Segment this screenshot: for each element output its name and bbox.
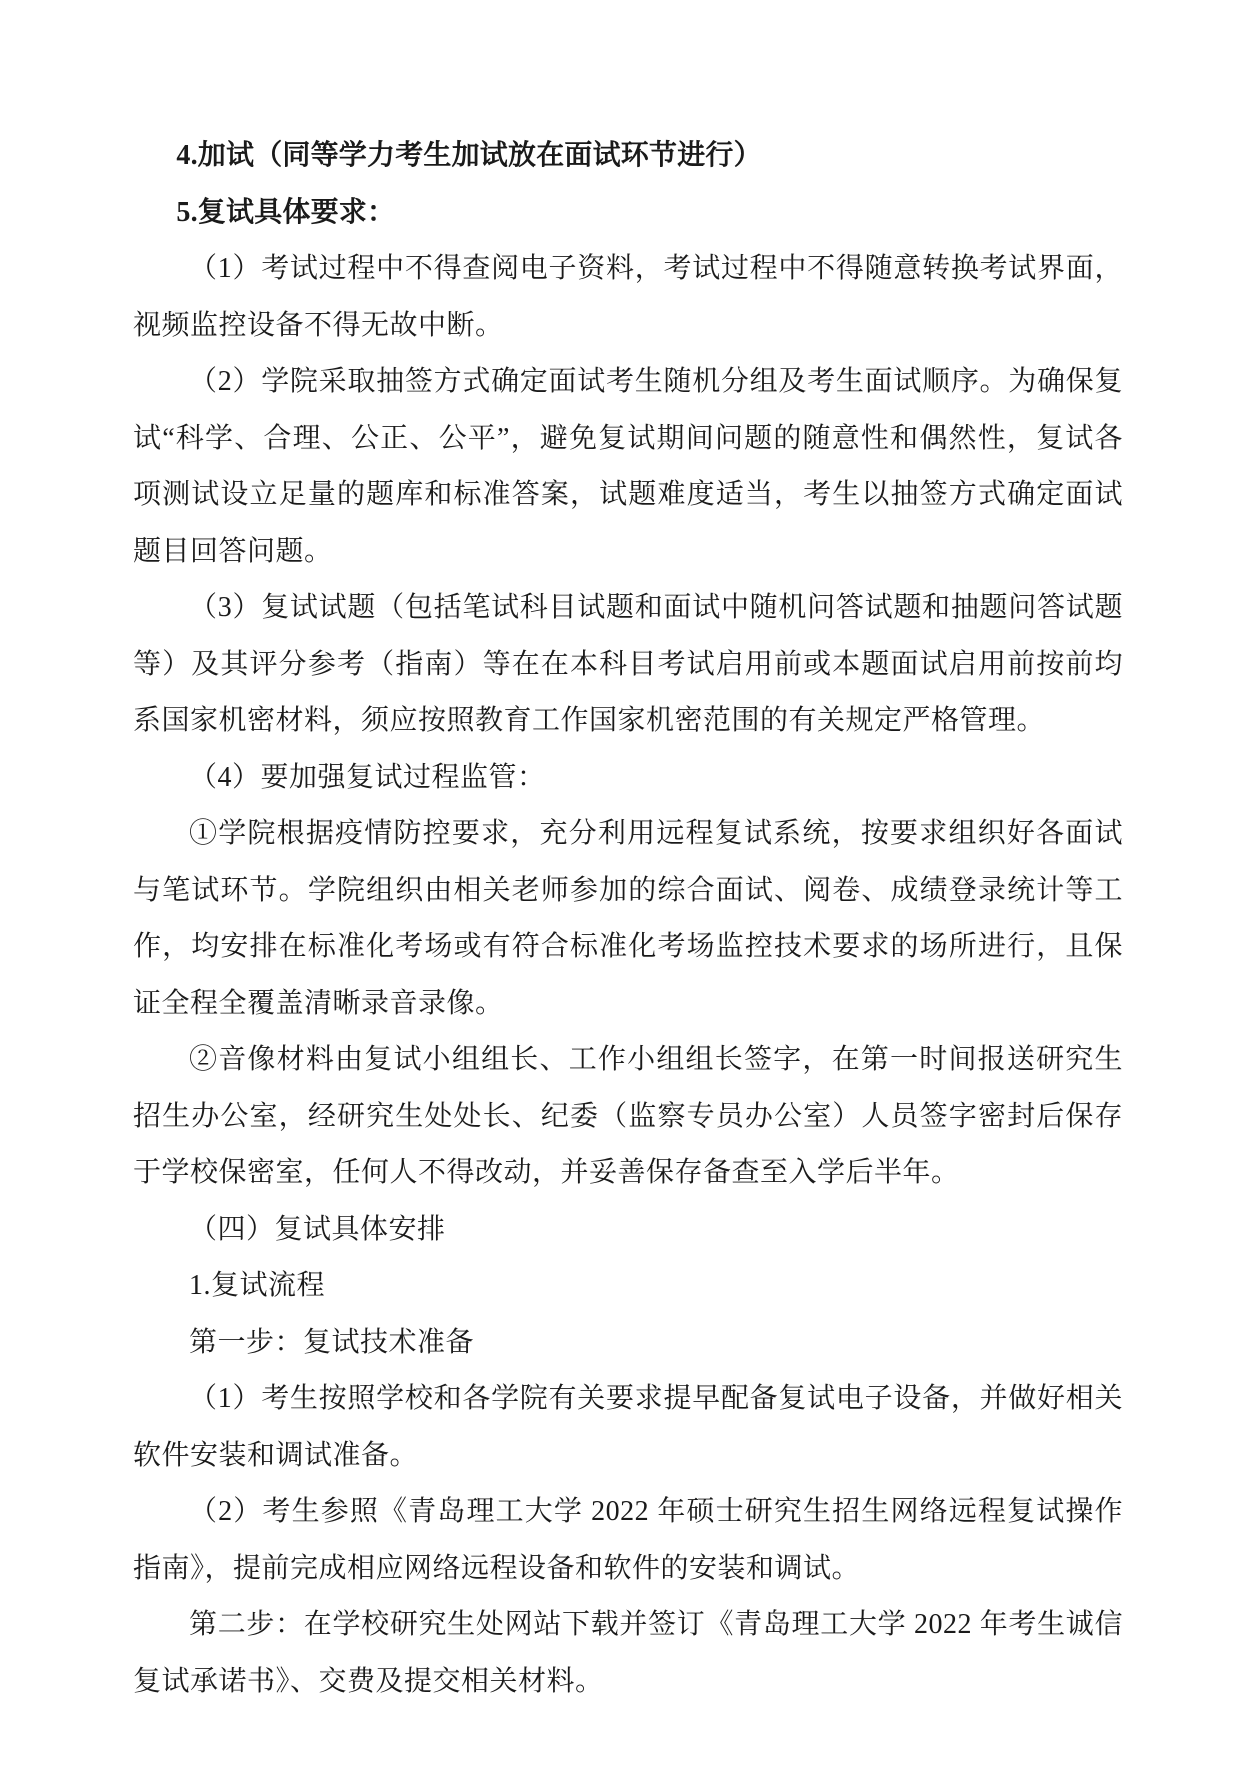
paragraph-item-2-lottery-grouping: （2）学院采取抽签方式确定面试考生随机分组及考生面试顺序。为确保复试“科学、合理、公正、公平”，避免复试期间问题的随意性和偶然性，复试各项测试设立足量的题库和标准答案，试题难度适当，考生以抽签方式确定面试题目回答问题。 bbox=[133, 366, 1123, 567]
paragraph-step-1-item-1-equipment: （1）考生按照学校和各学院有关要求提早配备复试电子设备，并做好相关软件安装和调试准备。 bbox=[133, 1383, 1123, 1471]
paragraph-step-1-item-2-guide: （2）考生参照《青岛理工大学 2022 年硕士研究生招生网络远程复试操作指南》，提前完成相应网络远程设备和软件的安装和调试。 bbox=[133, 1496, 1123, 1584]
paragraph-step-2-commitment: 第二步：在学校研究生处网站下载并签订《青岛理工大学 2022 年考生诚信复试承诺书》、交费及提交相关材料。 bbox=[133, 1609, 1123, 1697]
paragraph-circle-2-av-materials: ②音像材料由复试小组组长、工作小组组长签字，在第一时间报送研究生招生办公室，经研究生处处长、纪委（监察专员办公室）人员签字密封后保存于学校保密室，任何人不得改动，并妥善保存备查至入学后半年。 bbox=[133, 1044, 1123, 1188]
heading-5-retest-requirements: 5.复试具体要求： bbox=[176, 196, 396, 228]
paragraph-item-4-process-supervision: （4）要加强复试过程监管： bbox=[189, 761, 546, 793]
heading-si-arrangement: （四）复试具体安排 bbox=[189, 1213, 446, 1245]
paragraph-item-3-confidential-materials: （3）复试试题（包括笔试科目试题和面试中随机问答试题和抽题问答试题等）及其评分参考（指南）等在在本科目考试启用前或本题面试启用前按前均系国家机密材料，须应按照教育工作国家机密范围的有关规定严格管理。 bbox=[133, 592, 1123, 736]
paragraph-circle-1-remote-system: ①学院根据疫情防控要求，充分利用远程复试系统，按要求组织好各面试与笔试环节。学院组织由相关老师参加的综合面试、阅卷、成绩登录统计等工作，均安排在标准化考场或有符合标准化考场监控技术要求的场所进行，且保证全程全覆盖清晰录音录像。 bbox=[133, 818, 1123, 1019]
heading-4-additional-test: 4.加试（同等学力考生加试放在面试环节进行） bbox=[176, 140, 762, 171]
heading-1-retest-flow: 1.复试流程 bbox=[189, 1270, 326, 1301]
document-body bbox=[133, 128, 1123, 1710]
step-1-title: 第一步：复试技术准备 bbox=[189, 1326, 475, 1358]
paragraph-item-1-exam-process: （1）考试过程中不得查阅电子资料，考试过程中不得随意转换考试界面，视频监控设备不得无故中断。 bbox=[133, 253, 1123, 341]
